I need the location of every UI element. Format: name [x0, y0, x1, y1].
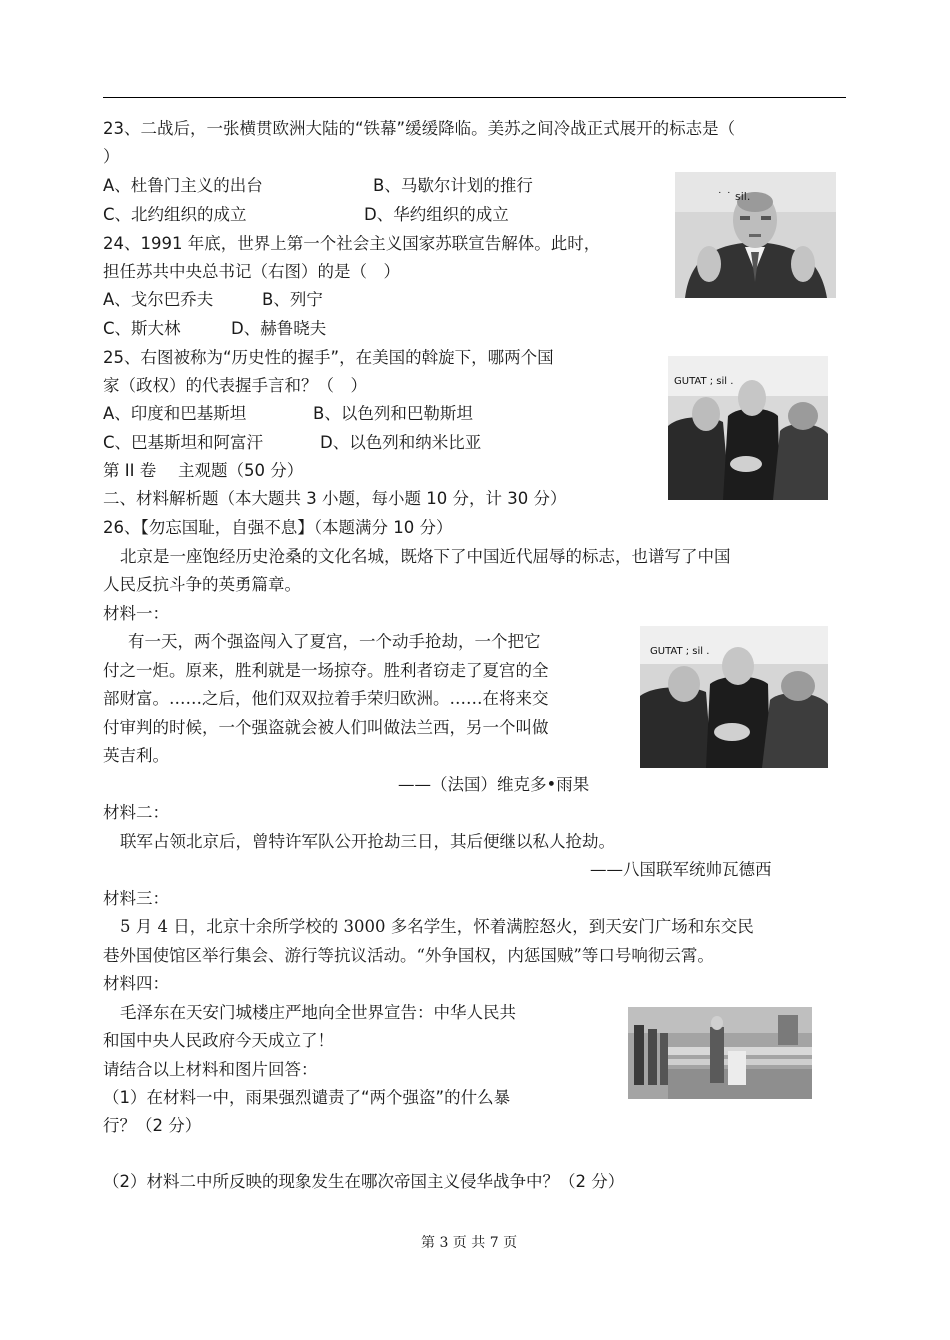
handshake-caption-text-1: GUTAT ; sil .: [674, 376, 734, 387]
material1-line5: 英吉利。: [103, 746, 169, 765]
q23-option-b: B、马歇尔计划的推行: [373, 176, 533, 195]
material1-line4: 付审判的时候，一个强盗就会被人们叫做法兰西，另一个叫做: [103, 718, 549, 737]
q23-stem-line2: ）: [103, 147, 120, 166]
q24-option-a: A、戈尔巴乔夫: [103, 290, 214, 309]
founding-ceremony-image: [628, 1007, 812, 1099]
q26-prompt: 请结合以上材料和图片回答：: [103, 1060, 318, 1079]
q24-stem-line2: 担任苏共中央总书记（右图）的是（ ）: [103, 262, 400, 281]
material4-line2: 和国中央人民政府今天成立了！: [103, 1031, 334, 1050]
handshake-image-2: [640, 626, 828, 768]
q24-option-b: B、列宁: [262, 290, 323, 309]
material4-line1: 毛泽东在天安门城楼庄严地向全世界宣告：中华人民共: [120, 1003, 516, 1022]
q23-option-c: C、北约组织的成立: [103, 205, 247, 224]
q26-sub2-line1: （2）材料二中所反映的现象发生在哪次帝国主义侵华战争中？（2 分）: [103, 1172, 625, 1191]
material1-source: ——（法国）维克多•雨果: [398, 775, 590, 794]
material2-source: ——八国联军统帅瓦德西: [590, 860, 772, 879]
portrait-caption-text: ˙ ˙ sil.: [717, 190, 751, 203]
q26-sub1-line1: （1）在材料一中，雨果强烈谴责了“两个强盗”的什么暴: [103, 1088, 511, 1107]
q25-option-d: D、以色列和纳米比亚: [320, 433, 482, 452]
q25-option-b: B、以色列和巴勒斯坦: [313, 404, 473, 423]
q23-option-a: A、杜鲁门主义的出台: [103, 176, 263, 195]
q26-intro-line2: 人民反抗斗争的英勇篇章。: [103, 575, 301, 594]
q25-stem-line2: 家（政权）的代表握手言和？（ ）: [103, 376, 367, 395]
q24-option-c: C、斯大林: [103, 319, 181, 338]
material3-line2: 巷外国使馆区举行集会、游行等抗议活动。“外争国权，内惩国贼”等口号响彻云霄。: [103, 946, 714, 965]
q23-option-d: D、华约组织的成立: [364, 205, 509, 224]
handshake-caption-text-2: GUTAT ; sil .: [650, 646, 710, 657]
material2-label: 材料二：: [103, 803, 169, 822]
page-footer: 第 3 页 共 7 页: [421, 1235, 518, 1251]
section2-title: 第 II 卷 主观题（50 分）: [103, 461, 304, 480]
material4-label: 材料四：: [103, 974, 169, 993]
header-rule: [103, 97, 846, 98]
q24-option-d: D、赫鲁晓夫: [231, 319, 327, 338]
material1-line1: 有一天，两个强盗闯入了夏宫，一个动手抢劫，一个把它: [128, 632, 541, 651]
q26-intro-line1: 北京是一座饱经历史沧桑的文化名城，既烙下了中国近代屈辱的标志，也谱写了中国: [120, 547, 731, 566]
q26-title: 26、【勿忘国耻，自强不息】（本题满分 10 分）: [103, 518, 453, 537]
q26-sub1-line2: 行？（2 分）: [103, 1116, 202, 1135]
material1-line2: 付之一炬。原来，胜利就是一场掠夺。胜利者窃走了夏宫的全: [103, 661, 549, 680]
q25-option-a: A、印度和巴基斯坦: [103, 404, 247, 423]
q25-stem-line1: 25、右图被称为“历史性的握手”，在美国的斡旋下，哪两个国: [103, 348, 554, 367]
material3-line1: 5 月 4 日，北京十余所学校的 3000 多名学生，怀着满腔怒火，到天安门广场和东交民: [120, 917, 754, 936]
q24-stem-line1: 24、1991 年底，世界上第一个社会主义国家苏联宣告解体。此时，: [103, 234, 601, 253]
material1-line3: 部财富。……之后，他们双双拉着手荣归欧洲。……在将来交: [103, 689, 549, 708]
material3-label: 材料三：: [103, 889, 169, 908]
material2-line1: 联军占领北京后，曾特许军队公开抢劫三日，其后便继以私人抢劫。: [120, 832, 615, 851]
material1-label: 材料一：: [103, 604, 169, 623]
section2-subtitle: 二、材料解析题（本大题共 3 小题，每小题 10 分，计 30 分）: [103, 489, 567, 508]
handshake-image-1: [668, 356, 828, 500]
q23-stem-line1: 23、二战后，一张横贯欧洲大陆的“铁幕”缓缓降临。美苏之间冷战正式展开的标志是（: [103, 119, 736, 138]
q25-option-c: C、巴基斯坦和阿富汗: [103, 433, 264, 452]
gorbachev-portrait-image: [675, 172, 836, 298]
